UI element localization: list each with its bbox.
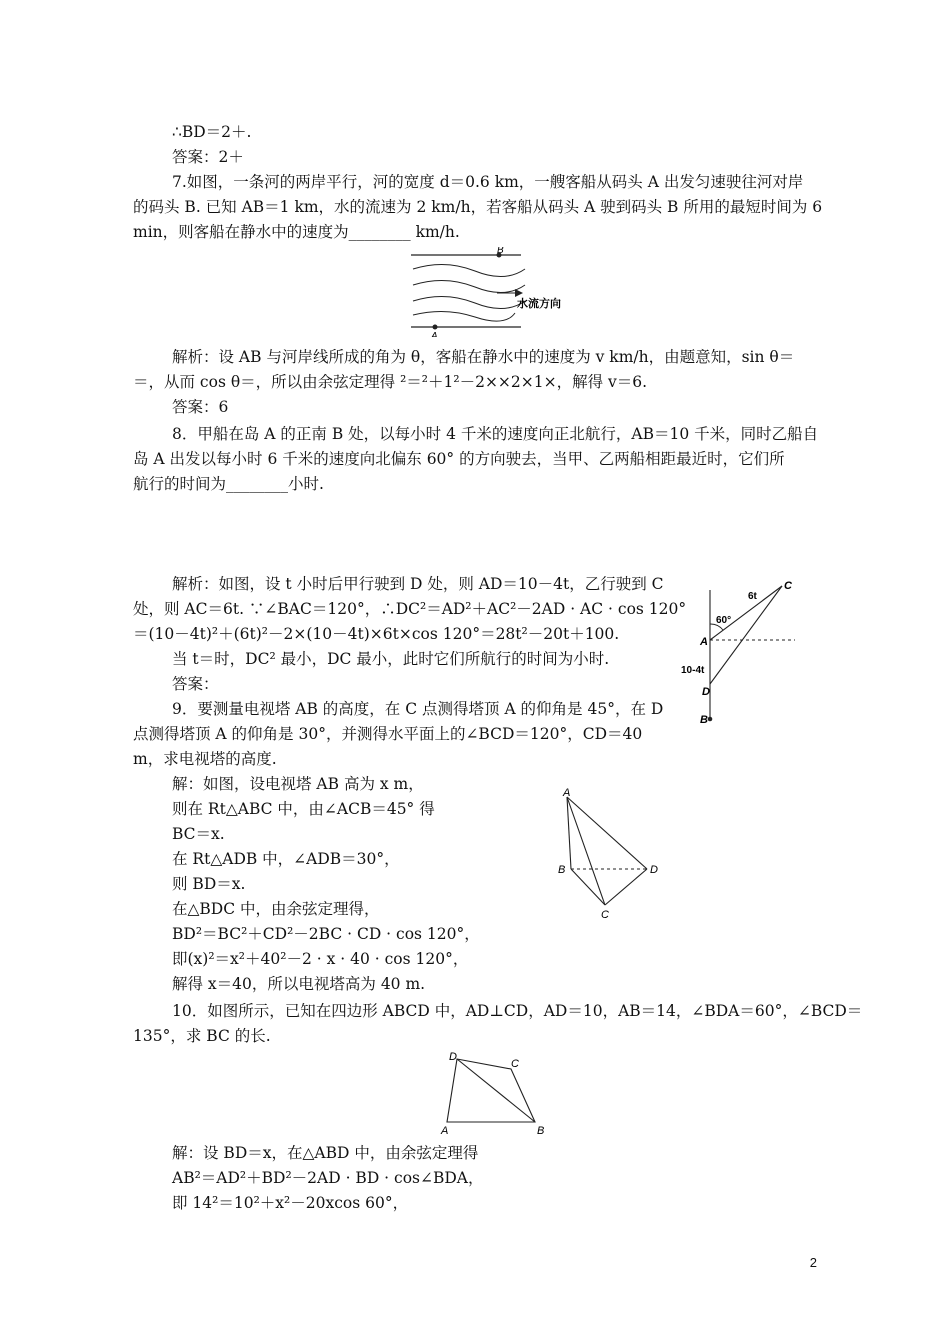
text-line: 则在 Rt△ABC 中，由∠ACB＝45° 得 bbox=[172, 800, 435, 818]
question-10: 10．如图所示，已知在四边形 ABCD 中，AD⊥CD，AD＝10，AB＝14，∠BDA＝60°，∠BCD＝ bbox=[172, 1002, 863, 1020]
text-line: AB²＝AD²＋BD²－2AD · BD · cos∠BDA， bbox=[172, 1169, 484, 1187]
label-b: B bbox=[558, 864, 566, 876]
text-line: BD²＝BC²＋CD²－2BC · CD · cos 120°， bbox=[172, 925, 480, 943]
quadrilateral-figure bbox=[435, 1048, 555, 1142]
text-line: 即 14²＝10²＋x²－20xcos 60°， bbox=[172, 1194, 409, 1212]
text-line: 则 BD＝x. bbox=[172, 875, 246, 893]
label-a: A bbox=[700, 636, 708, 648]
text-line: 在 Rt△ADB 中，∠ADB＝30°， bbox=[172, 850, 400, 868]
text-line: 航行的时间为________小时. bbox=[133, 475, 324, 493]
text-line: 解析：设 AB 与河岸线所成的角为 θ，客船在静水中的速度为 v km/h，由题意知，sin θ＝ bbox=[172, 348, 795, 366]
text-line: 解：设 BD＝x，在△ABD 中，由余弦定理得 bbox=[172, 1144, 479, 1162]
text-line: 的码头 B. 已知 AB＝1 km，水的流速为 2 km/h，若客船从码头 A 驶到码头 B 所用的最短时间为 6 bbox=[133, 198, 823, 216]
label-d: D bbox=[650, 864, 658, 876]
label-c: C bbox=[601, 909, 609, 920]
text-line: 岛 A 出发以每小时 6 千米的速度向北偏东 60° 的方向驶去，当甲、乙两船相距最近时，它们所 bbox=[133, 450, 785, 468]
text-line: 135°，求 BC 的长. bbox=[133, 1027, 271, 1045]
label-d: D bbox=[449, 1051, 457, 1063]
label-b: B bbox=[537, 1125, 545, 1137]
label-a: A bbox=[563, 787, 571, 799]
question-9: 9．要测量电视塔 AB 的高度，在 C 点测得塔顶 A 的仰角是 45°，在 D bbox=[172, 700, 664, 718]
tower-figure bbox=[555, 785, 670, 924]
text-line: 在△BDC 中，由余弦定理得， bbox=[172, 900, 380, 918]
text-line: 答案：6 bbox=[172, 398, 229, 416]
text-line: 解：如图，设电视塔 AB 高为 x m， bbox=[172, 775, 424, 793]
text-line: 解析：如图，设 t 小时后甲行驶到 D 处，则 AD＝10－4t，乙行驶到 C bbox=[172, 575, 664, 593]
text-line: ∴BD＝2＋. bbox=[172, 123, 252, 141]
question-7: 7.如图，一条河的两岸平行，河的宽度 d＝0.6 km，一艘客船从码头 A 出发匀速驶往河对岸 bbox=[172, 173, 804, 191]
text-line: ＝，从而 cos θ＝，所以由余弦定理得 ²＝²＋1²－2××2×1×，解得 v＝6. bbox=[133, 373, 648, 391]
text-line: 解得 x＝40，所以电视塔高为 40 m. bbox=[172, 975, 426, 993]
text-line: 点测得塔顶 A 的仰角是 30°，并测得水平面上的∠BCD＝120°，CD＝40 bbox=[133, 725, 643, 743]
text-line: min，则客船在静水中的速度为________ km/h. bbox=[133, 223, 460, 241]
label-a: A bbox=[431, 331, 438, 337]
ships-figure bbox=[680, 572, 800, 731]
text-line: BC＝x. bbox=[172, 825, 225, 843]
text-line: m，求电视塔的高度. bbox=[133, 750, 277, 768]
text-line: ＝(10－4t)²＋(6t)²－2×(10－4t)×6t×cos 120°＝28t²－20t＋100. bbox=[133, 625, 620, 643]
page-number: 2 bbox=[809, 1255, 817, 1270]
text-line: 当 t＝时，DC² 最小，DC 最小，此时它们所航行的时间为小时. bbox=[172, 650, 610, 668]
label-6t: 6t bbox=[748, 591, 757, 602]
label-c: C bbox=[511, 1058, 519, 1070]
text-line: 答案：2＋ bbox=[172, 148, 244, 166]
label-d: D bbox=[702, 686, 710, 698]
label-flow: 水流方向 bbox=[517, 298, 561, 310]
label-b: B bbox=[497, 247, 504, 256]
text-line: 答案： bbox=[172, 675, 219, 693]
label-b: B bbox=[700, 714, 708, 726]
text-line: 处，则 AC＝6t. ∵∠BAC＝120°，∴DC²＝AD²＋AC²－2AD · AC · cos 120° bbox=[133, 600, 687, 618]
label-10-4t: 10-4t bbox=[681, 665, 705, 676]
question-8: 8．甲船在岛 A 的正南 B 处，以每小时 4 千米的速度向正北航行，AB＝10 千米，同时乙船自 bbox=[172, 425, 819, 443]
label-60: 60° bbox=[716, 615, 732, 626]
label-a: A bbox=[441, 1125, 449, 1137]
text-line: 即(x)²＝x²＋40²－2 · x · 40 · cos 120°， bbox=[172, 950, 469, 968]
label-c: C bbox=[784, 580, 792, 592]
river-figure bbox=[405, 247, 585, 341]
